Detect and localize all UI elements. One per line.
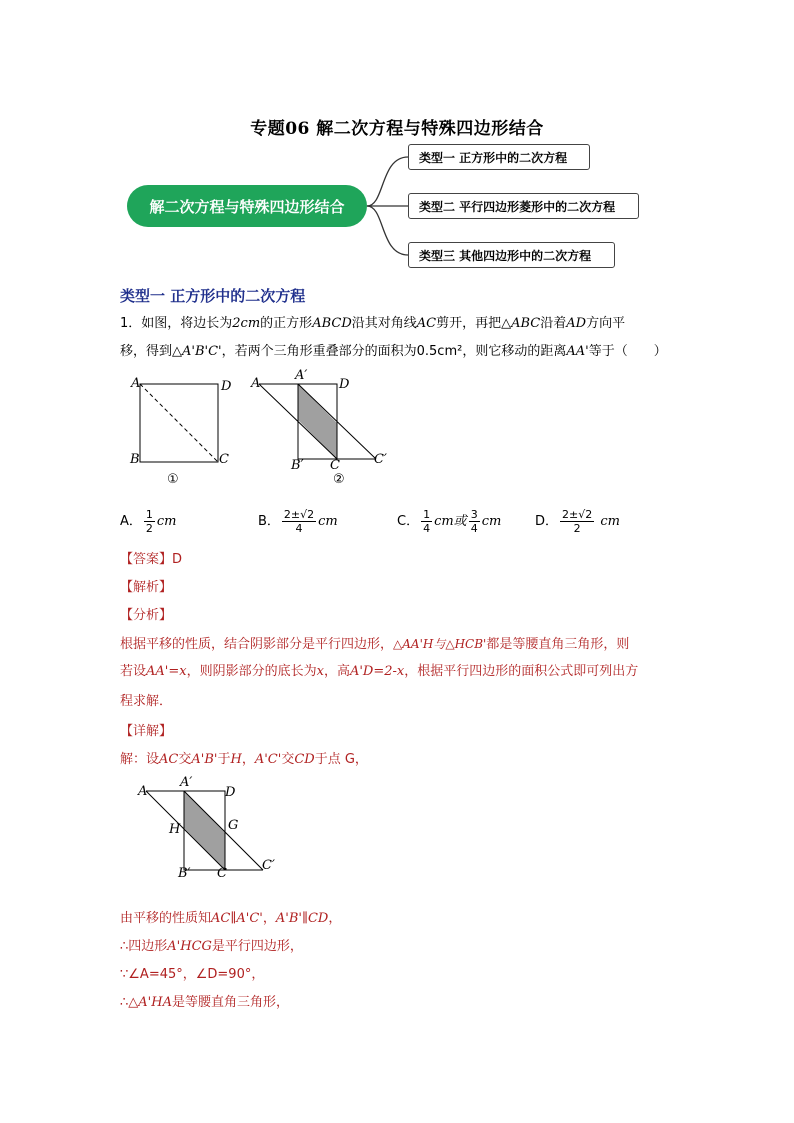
fig1-caption: ① bbox=[167, 472, 179, 487]
step-1: 由平移的性质知AC∥A'C'，A'B'∥CD， bbox=[120, 911, 342, 926]
option-d: D． $\frac{2\pm√2}{2}$ cm bbox=[535, 508, 620, 535]
mindmap-connectors bbox=[0, 0, 794, 300]
fenxi-line-2: 若设AA'=x，则阴影部分的底长为x，高A'D=2-x，根据平行四边形的面积公式即可列出方 bbox=[120, 664, 639, 679]
fig3-label-b-prime: B′ bbox=[178, 866, 191, 881]
fig3-label-h: H bbox=[169, 822, 181, 837]
fig3-label-c: C bbox=[217, 866, 227, 881]
fig3-label-g: G bbox=[228, 818, 239, 833]
fig3-label-d: D bbox=[225, 785, 236, 800]
fig2-label-c-prime: C′ bbox=[374, 452, 387, 467]
fig3-label-c-prime: C′ bbox=[262, 858, 275, 873]
fenxi-line-1: 根据平移的性质，结合阴影部分是平行四边形，△AA'H与△HCB'都是等腰直角三角形，则 bbox=[120, 637, 630, 652]
question-line-2: 移，得到△A'B'C'，若两个三角形重叠部分的面积为0.5cm²，则它移动的距离AA'等于（ ） bbox=[120, 344, 667, 359]
page-title: 专题06 解二次方程与特殊四边形结合 bbox=[250, 119, 544, 139]
answer-line: 【答案】D bbox=[120, 552, 183, 567]
mindmap-root: 解二次方程与特殊四边形结合 bbox=[127, 185, 367, 227]
detail-line-1: 解：设AC交A'B'于H，A'C'交CD于点 G， bbox=[120, 752, 368, 767]
question-line-1: 1．如图，将边长为2cm的正方形ABCD沿其对角线AC剪开，再把△ABC沿着AD方向平 bbox=[120, 316, 626, 331]
option-a: A． $\frac{1}{2}$ cm bbox=[120, 508, 177, 535]
fenxi-line-3: 程求解． bbox=[120, 694, 173, 709]
fig1-label-c: C bbox=[219, 452, 229, 467]
fig2-label-a-prime: A′ bbox=[295, 368, 308, 383]
mindmap-branch-2: 类型二 平行四边形菱形中的二次方程 bbox=[408, 193, 639, 219]
mindmap-branch-1: 类型一 正方形中的二次方程 bbox=[408, 144, 590, 170]
fig2-label-b-prime: B′ bbox=[291, 458, 304, 473]
fig2-caption: ② bbox=[333, 472, 345, 487]
analysis-label: 【解析】 bbox=[120, 580, 173, 595]
step-4: ∴△A'HA是等腰直角三角形， bbox=[120, 995, 289, 1010]
fig2-label-a: A bbox=[251, 376, 261, 391]
fig1-label-d: D bbox=[221, 379, 232, 394]
figure-3 bbox=[140, 778, 280, 883]
fig2-label-d: D bbox=[339, 377, 350, 392]
mindmap-branch-3: 类型三 其他四边形中的二次方程 bbox=[408, 242, 615, 268]
detail-label: 【详解】 bbox=[120, 724, 173, 739]
fig1-label-a: A bbox=[131, 376, 141, 391]
fig1-label-b: B bbox=[130, 452, 140, 467]
option-c: C． $\frac{1}{4}$ cm或 $\frac{3}{4}$ cm bbox=[397, 508, 502, 535]
step-2: ∴四边形A'HCG是平行四边形， bbox=[120, 939, 303, 954]
fig2-label-c: C bbox=[330, 458, 340, 473]
fenxi-label: 【分析】 bbox=[120, 608, 173, 623]
section-heading: 类型一 正方形中的二次方程 bbox=[120, 287, 306, 305]
step-3: ∵∠A=45°，∠D=90°， bbox=[120, 967, 265, 982]
option-b: B． $\frac{2\pm√2}{4}$ cm bbox=[258, 508, 338, 535]
fig3-label-a: A bbox=[138, 784, 148, 799]
fig3-label-a-prime: A′ bbox=[180, 775, 193, 790]
